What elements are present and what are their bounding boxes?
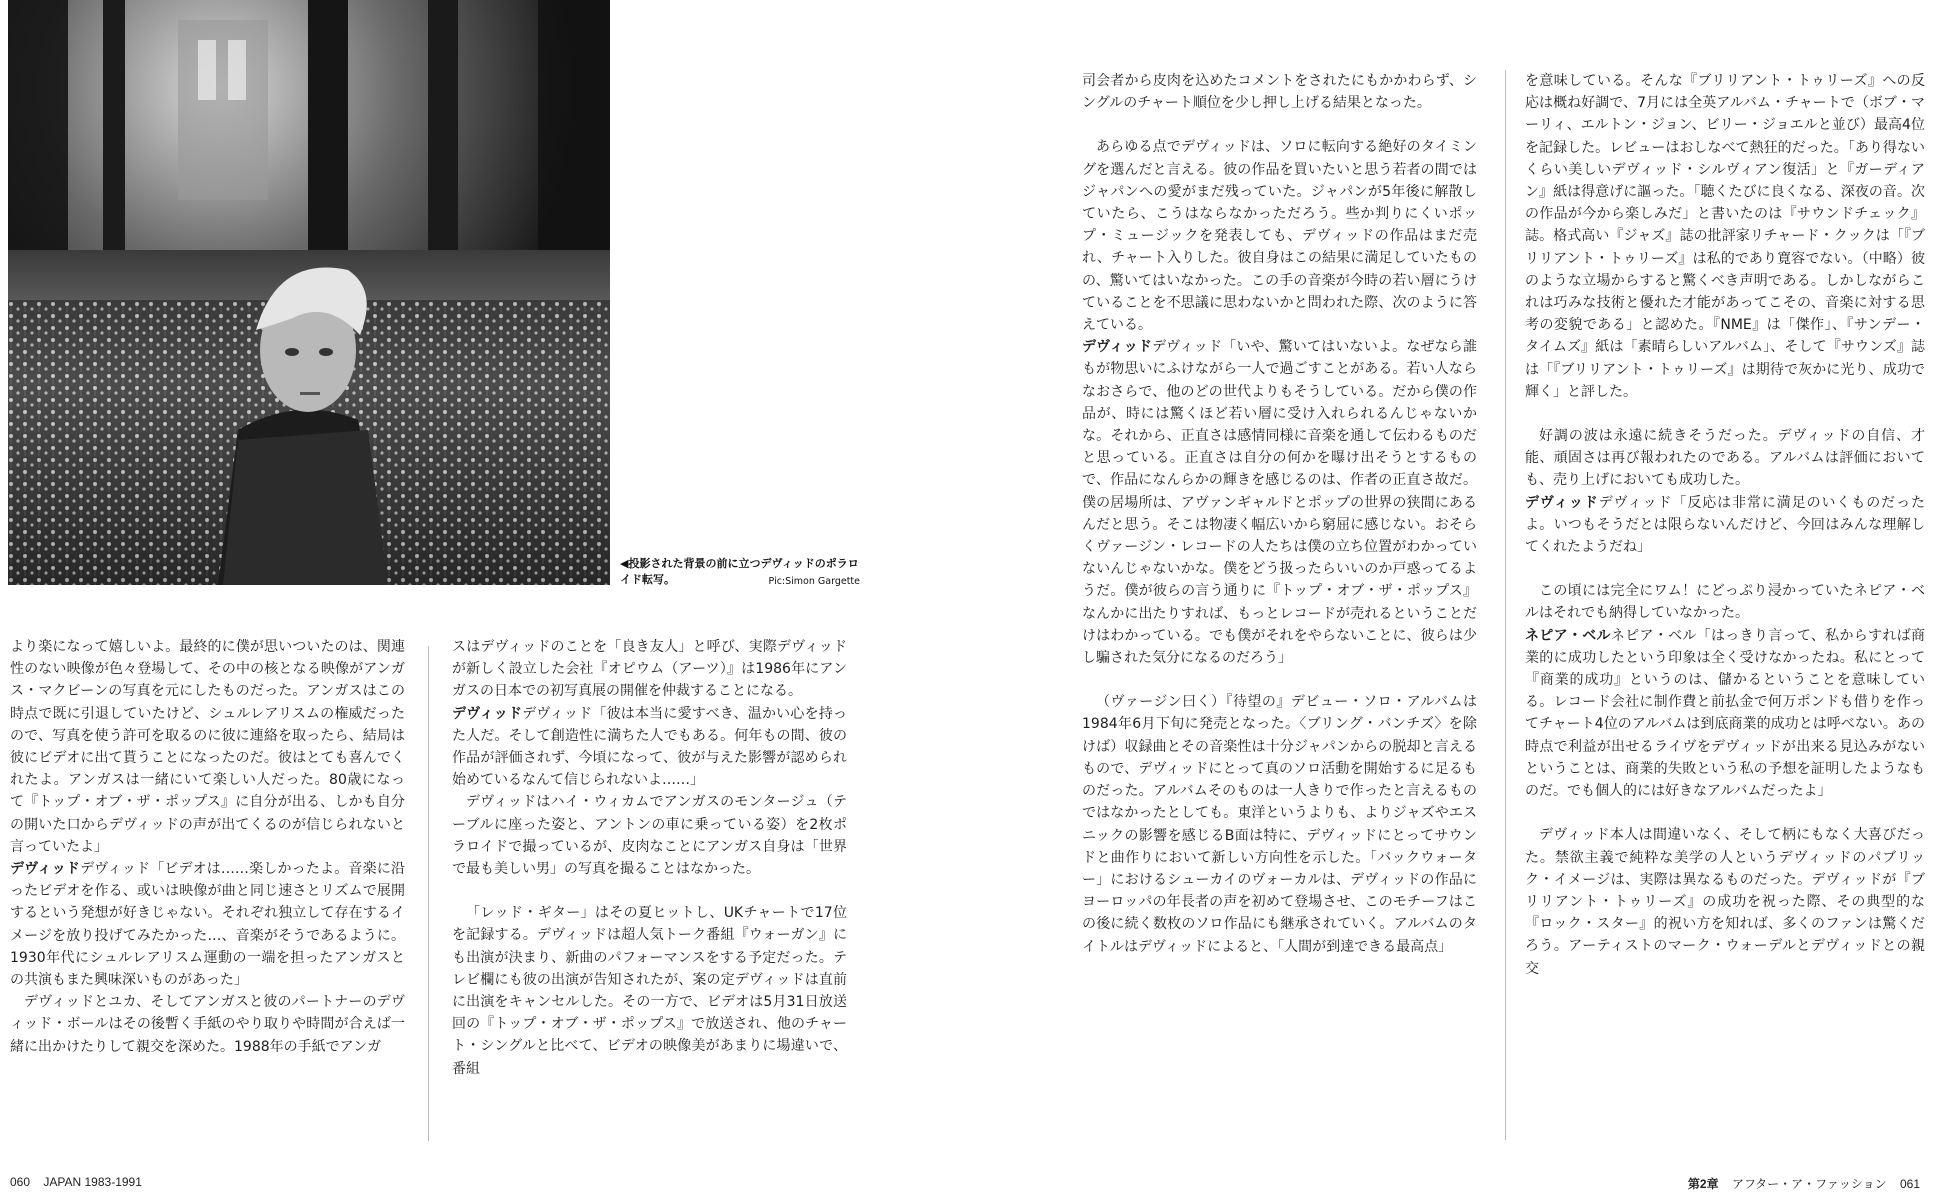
- speaker-name: デヴィッド: [1082, 339, 1153, 356]
- quote-text: デヴィッド「いや、驚いてはいないよ。なぜなら誰もが物思いにふけながら一人で過ごすことがある。若い人ならなおさらで、他のどの世代よりもそうしている。だから僕の作品が、時には驚くほど若い層に受け入れられるんじゃないかな。それから、正直さは感情同様に音楽を通して伝わるものだと思っている。正直さは自分の何かを曝け出そうとするもので、作品になんらかの輝きを感じるのは、作者の正直さ故だ。僕の居場所は、アヴァンギャルドとポップの世界の狭間にあるんだと思う。そこは物凄く幅広いから窮屈に感じない。おそらくヴァージン・レコードの人たちは僕の立ち位置がわかっていないんじゃないかな。僕をどう扱ったらいいのか戸惑ってるようだ。僕が彼らの言う通りに『トップ・オブ・ザ・ポップス』なんかに出たりすれば、もっとレコードが売れるということだけはわかっている。でも僕がそれをやらないことに、彼らは少し騙された気分になるのだろう」: [1082, 339, 1477, 667]
- quote-paragraph: [452, 703, 847, 792]
- paragraph: デヴィッドはハイ・ウィカムでアンガスのモンタージュ（テーブルに座った姿と、アントンの車に乗っている姿）を2枚ポラロイドで撮っているが、皮肉なことにアンガス自身は「世界で最も美しい男」の写真を撮ることはなかった。: [452, 794, 847, 878]
- paragraph: 司会者から皮肉を込めたコメントをされたにもかかわらず、シングルのチャート順位を少し押し上げる結果となった。: [1082, 73, 1477, 112]
- quote-text: デヴィッド「彼は本当に愛すべき、温かい心を持った人だ。そして創造性に満ちた人でもある。何年もの間、彼の作品が評価されず、今頃になって、彼が与えた影響が認められ始めているなんて信じられないよ……」: [452, 705, 847, 789]
- page-number: 061: [1899, 1177, 1920, 1191]
- quote-text: ネピア・ベル「はっきり言って、私からすれば商業的に成功したという印象は全く受けなかったね。私にとって『商業的成功』というのは、儲かるということを意味している。レコード会社に制作費と前払金で何万ポンドも借りを作ってチャート4位のアルバムは到底商業的成功とは呼べない。あの時点で利益が出せるライヴをデヴィッドが出来る見込みがないということは、商業的失敗という私の予想を証明したようなものだ。でも個人的には好きなアルバムだったよ」: [1525, 627, 1925, 800]
- paragraph: この頃には完全にワム！にどっぷり浸かっていたネピア・ベルはそれでも納得していなかった。: [1525, 583, 1925, 622]
- paragraph: （ヴァージン曰く）『待望の』デビュー・ソロ・アルバムは1984年6月下旬に発売となった。〈ブリング・バンチズ〉を除けば）収録曲とその音楽性は十分ジャパンからの脱却と言えるもので、デヴィッドにとって真のソロ活動を開始するに足るものだった。アルバムそのものは一人きりで作ったと言えるものではなかったとしても。東洋というよりも、よりジャズやエスニックの影響を感じるB面は特に、デヴィッドにとってサウンドと曲作りにおいて新しい方向性を示した。「バックウォーター」におけるシューカイのヴォーカルは、デヴィッドの作品にヨーロッパの年長者の声を初めて登場させ、このモチーフはこの後に続く数枚のソロ作品にも継承されていく。アルバムのタイトルはデヴィッドによると、「人間が到達できる最高点」: [1082, 694, 1477, 955]
- speaker-name: デヴィッド: [452, 705, 523, 722]
- photo-credit: Pic:Simon Gargette: [768, 576, 860, 587]
- paragraph: より楽になって嬉しいよ。最終的に僕が思いついたのは、関連性のない映像が色々登場して、その中の核となる映像がアンガス・マクビーンの写真を元にしたものだった。アンガスはこの時点で既に引退していたけど、シュルレアリスムの権威だったので、写真を使う許可を取るのに彼に連絡を取ったら、結局は彼にビデオに出て貰うことになったのだ。彼はとても喜んでくれたよ。アンガスは一緒にいて楽しい人だった。80歳になって『トップ・オブ・ザ・ポップス』に自分が出る、しかも自分の開いた口からデヴィッドの声が出てくるのが信じられないと言っていたよ」: [10, 639, 405, 855]
- quote-paragraph: [10, 858, 405, 991]
- paragraph: デヴィッドとユカ、そしてアンガスと彼のパートナーのデヴィッド・ボールはその後暫く手紙のやり取りや時間が合えば一緒に出かけたりして親交を深めた。1988年の手紙でアンガ: [10, 994, 405, 1055]
- quote-paragraph: [1082, 336, 1477, 669]
- paragraph: 「レッド・ギター」はその夏ヒットし、UKチャートで17位を記録する。デヴィッドは超人気トーク番組『ウォーガン』にも出演が決まり、新曲のパフォーマンスをする予定だった。テレビ欄にも彼の出演が告知されたが、案の定デヴィッドは直前に出演をキャンセルした。その一方で、ビデオは5月31日放送回の『トップ・オブ・ザ・ポップス』で放送され、他のチャート・シングルと比べて、ビデオの映像美があまりに場違いで、番組: [452, 905, 847, 1077]
- paragraph: スはデヴィッドのことを「良き友人」と呼び、実際デヴィッドが新しく設立した会社『オピウム（アーツ）』は1986年にアンガスの日本での初写真展の開催を仲裁することになる。: [452, 639, 847, 700]
- column-divider: [428, 646, 429, 1141]
- right-column-2: [1525, 70, 1925, 1140]
- paragraph: を意味している。そんな『ブリリアント・トゥリーズ』への反応は概ね好調で、7月には全英アルバム・チャートで（ボブ・マーリィ、エルトン・ジョン、ビリー・ジョエルと並び）最高4位を記録した。レビューはおしなべて熱狂的だった。「あり得ないくらい美しいデヴィッド・シルヴィアン復活」と『ガーディアン』紙は得意げに謳った。「聴くたびに良くなる、深夜の音。次の作品が今から楽しみだ」と書いたのは『サウンドチェック』誌。格式高い『ジャズ』誌の批評家リチャード・クックは「『ブリリアント・トゥリーズ』は私的であり寛容でない。（中略）彼のような立場からすると驚くべき声明である。しかしながらこれは巧みな技術と優れた才能があってこその、音楽に対する思考の変貌である」と認めた。『NME』は「傑作」、『サンデー・タイムズ』紙は「素晴らしいアルバム」、そして『サウンズ』誌は「『ブリリアント・トゥリーズ』は期待で灰かに光り、成功で輝く」と評した。: [1525, 73, 1925, 400]
- running-title: JAPAN 1983-1991: [43, 1175, 142, 1189]
- left-column-1: [10, 636, 405, 1136]
- right-page: [967, 0, 1934, 1200]
- footer-left: [10, 1175, 152, 1189]
- speaker-name: デヴィッド: [1525, 494, 1599, 511]
- speaker-name: ネピア・ベル: [1525, 627, 1611, 644]
- running-title: アフター・ア・ファッション: [1731, 1177, 1887, 1191]
- photo-caption: [620, 556, 860, 588]
- speaker-name: デヴィッド: [10, 861, 81, 878]
- quote-paragraph: [1525, 625, 1925, 803]
- paragraph: あらゆる点でデヴィッドは、ソロに転向する絶好のタイミングを選んだと言える。彼の作品を買いたいと思う若者の間ではジャパンへの愛がまだ残っていた。ジャパンが5年後に解散していたら、こうはならなかっただろう。些か判りにくいポップ・ミュージックを発表しても、デヴィッドの作品はまだ売れ、チャート入りした。彼自身はこの結果に満足していたものの、驚いてはいなかった。この手の音楽が今時の若い層にうけていることを不思議に思わないかと問われた際、次のように答えている。: [1082, 139, 1477, 334]
- chapter-number: 第2章: [1687, 1177, 1719, 1191]
- portrait-photo: [8, 0, 610, 585]
- quote-paragraph: [1525, 492, 1925, 559]
- footer-right: [1688, 1175, 1920, 1192]
- page-number: 060: [10, 1175, 31, 1189]
- quote-text: デヴィッド「ビデオは……楽しかったよ。音楽に沿ったビデオを作る、或いは映像が曲と同じ速さとリズムで展開するという発想が好きじゃない。それぞれ独立して存在するイメージを放り投げてみたかった…、音楽がそうであるように。1930年代にシュルレアリスム運動の一端を担ったアンガスとの共演もまた興味深いものがあった」: [10, 861, 405, 989]
- portrait-image: [8, 0, 610, 585]
- right-column-1: [1082, 70, 1477, 1140]
- paragraph: 好調の波は永遠に続きそうだった。デヴィッドの自信、才能、頑固さは再び報われたのである。アルバムは評価においても、売り上げにおいても成功した。: [1525, 428, 1925, 489]
- photo-caption-text: ◀投影された背景の前に立つデヴィッドのポラロイド転写。: [620, 557, 859, 586]
- paragraph: デヴィッド本人は間違いなく、そして柄にもなく大喜びだった。禁欲主義で純粋な美学の人というデヴィッドのパブリック・イメージは、実際は異なるものだった。デヴィッドが『ブリリアント・トゥリーズ』の成功を祝った際、その典型的な『ロック・スター』的祝い方を知れば、多くのファンは驚くだろう。アーティストのマーク・ウォーデルとデヴィッドとの親交: [1525, 827, 1925, 977]
- left-column-2: [452, 636, 847, 1136]
- quote-text: デヴィッド「反応は非常に満足のいくものだったよ。いつもそうだとは限らないんだけど、今回はみんな理解してくれたようだね」: [1525, 494, 1925, 556]
- column-divider: [1505, 70, 1506, 1140]
